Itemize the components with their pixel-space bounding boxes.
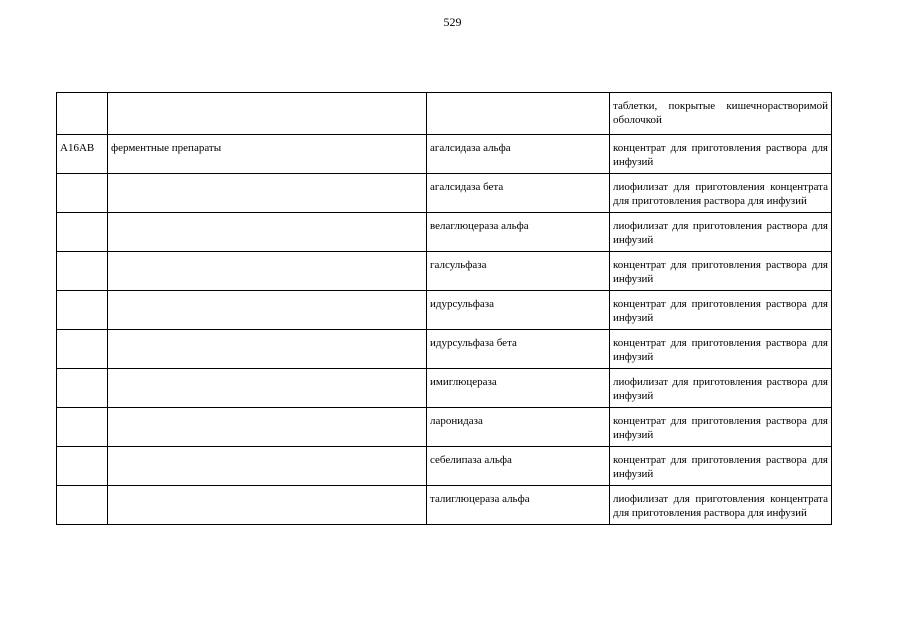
group-cell: ферментные препараты xyxy=(108,135,427,174)
drug-name-cell: имиглюцераза xyxy=(427,369,610,408)
group-cell xyxy=(108,369,427,408)
table-row xyxy=(57,408,832,447)
drug-name-cell: ларонидаза xyxy=(427,408,610,447)
dosage-form-cell: лиофилизат для приготовления раствора для инфузий xyxy=(610,213,832,252)
drug-name-cell: идурсульфаза бета xyxy=(427,330,610,369)
table-row xyxy=(57,93,832,135)
table-row xyxy=(57,135,832,174)
group-cell xyxy=(108,330,427,369)
dosage-form-cell: лиофилизат для приготовления раствора для инфузий xyxy=(610,369,832,408)
group-cell xyxy=(108,174,427,213)
atc-code-cell xyxy=(57,408,108,447)
dosage-form-cell: лиофилизат для приготовления концентрата для приготовления раствора для инфузий xyxy=(610,486,832,525)
table-row xyxy=(57,174,832,213)
atc-code-cell xyxy=(57,213,108,252)
table-row xyxy=(57,486,832,525)
group-cell xyxy=(108,447,427,486)
group-cell xyxy=(108,213,427,252)
drug-name-cell: велаглюцераза альфа xyxy=(427,213,610,252)
drug-name-cell: агалсидаза бета xyxy=(427,174,610,213)
group-cell xyxy=(108,408,427,447)
atc-code-cell xyxy=(57,369,108,408)
atc-code-cell xyxy=(57,174,108,213)
atc-code-cell xyxy=(57,486,108,525)
dosage-form-cell: лиофилизат для приготовления концентрата для приготовления раствора для инфузий xyxy=(610,174,832,213)
drug-name-cell: галсульфаза xyxy=(427,252,610,291)
atc-code-cell xyxy=(57,447,108,486)
drug-name-cell xyxy=(427,93,610,135)
group-cell xyxy=(108,291,427,330)
drug-name-cell: агалсидаза альфа xyxy=(427,135,610,174)
table-row xyxy=(57,447,832,486)
table-row xyxy=(57,252,832,291)
atc-code-cell xyxy=(57,252,108,291)
table-row xyxy=(57,291,832,330)
dosage-form-cell: концентрат для приготовления раствора для инфузий xyxy=(610,252,832,291)
atc-code-cell xyxy=(57,93,108,135)
table-row xyxy=(57,369,832,408)
dosage-form-cell: концентрат для приготовления раствора для инфузий xyxy=(610,291,832,330)
table-row xyxy=(57,330,832,369)
drug-name-cell: себелипаза альфа xyxy=(427,447,610,486)
dosage-form-cell: концентрат для приготовления раствора для инфузий xyxy=(610,135,832,174)
drug-name-cell: талиглюцераза альфа xyxy=(427,486,610,525)
group-cell xyxy=(108,252,427,291)
atc-code-cell xyxy=(57,330,108,369)
atc-code-cell: A16AB xyxy=(57,135,108,174)
dosage-form-cell: концентрат для приготовления раствора для инфузий xyxy=(610,447,832,486)
drug-name-cell: идурсульфаза xyxy=(427,291,610,330)
group-cell xyxy=(108,486,427,525)
table-row xyxy=(57,213,832,252)
dosage-form-cell: таблетки, покрытые кишечнорастворимой оболочкой xyxy=(610,93,832,135)
dosage-form-cell: концентрат для приготовления раствора для инфузий xyxy=(610,330,832,369)
group-cell xyxy=(108,93,427,135)
dosage-form-cell: концентрат для приготовления раствора для инфузий xyxy=(610,408,832,447)
page-number: 529 xyxy=(443,15,462,29)
atc-code-cell xyxy=(57,291,108,330)
drug-table xyxy=(56,92,832,525)
